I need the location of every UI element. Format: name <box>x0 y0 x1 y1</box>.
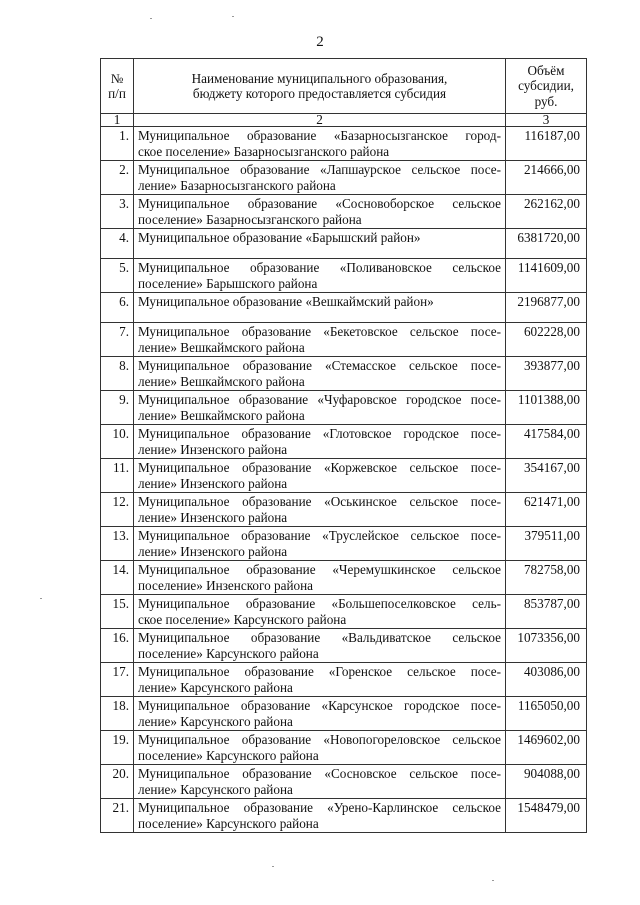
row-number: 14. <box>101 561 134 595</box>
scan-speck <box>40 598 42 599</box>
row-number: 17. <box>101 663 134 697</box>
municipality-name-line-2: ление» Базарносызганского района <box>138 177 336 193</box>
row-number: 8. <box>101 357 134 391</box>
table-header-row <box>101 59 587 114</box>
municipality-name-line-1: Муниципальное образование «Барышский район» <box>138 230 421 245</box>
municipality-name-line-1: Муниципальное образование «Оськинское сельское посе- <box>138 494 501 509</box>
table-row <box>101 629 587 663</box>
municipality-name-line-2: ление» Карсунского района <box>138 781 293 797</box>
row-number: 4. <box>101 229 134 259</box>
row-number: 6. <box>101 293 134 323</box>
municipality-name-line-2: ление» Карсунского района <box>138 713 293 729</box>
row-number: 2. <box>101 161 134 195</box>
subsidy-amount: 354167,00 <box>506 459 587 493</box>
municipality-name <box>134 697 506 731</box>
scan-speck <box>492 880 494 881</box>
municipality-name-line-1: Муниципальное образование «Глотовское городское посе- <box>138 426 501 441</box>
municipality-name-line-2: поселение» Карсунского района <box>138 747 319 763</box>
row-number: 16. <box>101 629 134 663</box>
municipality-name <box>134 765 506 799</box>
table-row <box>101 765 587 799</box>
municipality-name-line-2: ление» Вешкаймского района <box>138 407 305 423</box>
row-number: 9. <box>101 391 134 425</box>
municipality-name-line-1: Муниципальное образование «Стемасское сельское посе- <box>138 358 501 373</box>
row-number: 13. <box>101 527 134 561</box>
municipality-name-line-1: Муниципальное образование «Поливановское сельское <box>138 260 501 275</box>
municipality-name-line-2: поселение» Карсунского района <box>138 645 319 661</box>
row-number: 19. <box>101 731 134 765</box>
municipality-name-line-1: Муниципальное образование «Вальдиватское сельское <box>138 630 501 645</box>
table-row <box>101 323 587 357</box>
municipality-name <box>134 595 506 629</box>
subsidy-amount: 782758,00 <box>506 561 587 595</box>
municipality-name-line-1: Муниципальное образование «Коржевское сельское посе- <box>138 460 501 475</box>
municipality-name-line-1: Муниципальное образование «Базарносызганское город- <box>138 128 501 143</box>
municipality-name-line-1: Муниципальное образование «Новопогореловское сельское <box>138 732 501 747</box>
subsidy-table <box>100 58 587 833</box>
scan-speck <box>232 16 234 17</box>
municipality-name <box>134 425 506 459</box>
page-number: 2 <box>316 34 324 50</box>
subsidy-amount: 1101388,00 <box>506 391 587 425</box>
subsidy-amount: 1073356,00 <box>506 629 587 663</box>
subsidy-amount: 214666,00 <box>506 161 587 195</box>
municipality-name-line-2: ление» Инзенского района <box>138 441 288 457</box>
subsidy-amount: 1548479,00 <box>506 799 587 833</box>
table-row <box>101 663 587 697</box>
municipality-name-line-2: ление» Инзенского района <box>138 509 288 525</box>
table-row <box>101 391 587 425</box>
table-row <box>101 195 587 229</box>
column-index-1: 1 <box>101 114 134 127</box>
column-index-row <box>101 114 587 127</box>
subsidy-amount: 621471,00 <box>506 493 587 527</box>
table-row <box>101 259 587 293</box>
subsidy-amount: 2196877,00 <box>506 293 587 323</box>
header-municipality: Наименование муниципального образования, бюджету которого предоставляется субсидия <box>134 59 506 114</box>
municipality-name <box>134 493 506 527</box>
municipality-name-line-1: Муниципальное образование «Урено-Карлинское сельское <box>138 800 501 815</box>
municipality-name-line-2: поселение» Барышского района <box>138 275 318 291</box>
municipality-name-line-2: ское поселение» Карсунского района <box>138 611 347 627</box>
subsidy-amount: 379511,00 <box>506 527 587 561</box>
municipality-name <box>134 323 506 357</box>
municipality-name-line-1: Муниципальное образование «Черемушкинское сельское <box>138 562 501 577</box>
municipality-name-line-2: ление» Инзенского района <box>138 543 288 559</box>
table-row <box>101 697 587 731</box>
row-number: 21. <box>101 799 134 833</box>
municipality-name-line-2: поселение» Карсунского района <box>138 815 319 831</box>
municipality-name-line-1: Муниципальное образование «Чуфаровское городское посе- <box>138 392 501 407</box>
table-row <box>101 527 587 561</box>
municipality-name-line-1: Муниципальное образование «Труслейское сельское посе- <box>138 528 501 543</box>
row-number: 3. <box>101 195 134 229</box>
municipality-name-line-2: ление» Вешкаймского района <box>138 373 305 389</box>
municipality-name <box>134 527 506 561</box>
municipality-name <box>134 663 506 697</box>
subsidy-amount: 1141609,00 <box>506 259 587 293</box>
header-number: № п/п <box>101 59 134 114</box>
table-row <box>101 425 587 459</box>
municipality-name-line-1: Муниципальное образование «Сосновоборское сельское <box>138 196 501 211</box>
municipality-name-line-2: ление» Инзенского района <box>138 475 288 491</box>
subsidy-amount: 393877,00 <box>506 357 587 391</box>
row-number: 18. <box>101 697 134 731</box>
table-row <box>101 293 587 323</box>
municipality-name <box>134 629 506 663</box>
table-row <box>101 595 587 629</box>
table-row <box>101 357 587 391</box>
municipality-name-line-2: ление» Вешкаймского района <box>138 339 305 355</box>
municipality-name-line-1: Муниципальное образование «Сосновское сельское посе- <box>138 766 501 781</box>
municipality-name-line-2: поселение» Инзенского района <box>138 577 314 593</box>
municipality-name <box>134 229 506 259</box>
subsidy-amount: 403086,00 <box>506 663 587 697</box>
municipality-name <box>134 195 506 229</box>
scan-speck <box>150 18 152 19</box>
subsidy-amount: 6381720,00 <box>506 229 587 259</box>
row-number: 15. <box>101 595 134 629</box>
subsidy-amount: 1165050,00 <box>506 697 587 731</box>
municipality-name <box>134 259 506 293</box>
municipality-name-line-2: ление» Карсунского района <box>138 679 293 695</box>
municipality-name <box>134 799 506 833</box>
table-row <box>101 229 587 259</box>
subsidy-amount: 262162,00 <box>506 195 587 229</box>
row-number: 10. <box>101 425 134 459</box>
table-row <box>101 731 587 765</box>
header-amount: Объём субсидии, руб. <box>506 59 587 114</box>
table-row <box>101 799 587 833</box>
municipality-name <box>134 293 506 323</box>
municipality-name-line-2: поселение» Базарносызганского района <box>138 211 362 227</box>
municipality-name <box>134 561 506 595</box>
municipality-name-line-1: Муниципальное образование «Бекетовское сельское посе- <box>138 324 501 339</box>
row-number: 7. <box>101 323 134 357</box>
subsidy-amount: 602228,00 <box>506 323 587 357</box>
subsidy-amount: 417584,00 <box>506 425 587 459</box>
column-index-3: 3 <box>506 114 587 127</box>
municipality-name-line-1: Муниципальное образование «Горенское сельское посе- <box>138 664 501 679</box>
municipality-name-line-2: ское поселение» Базарносызганского района <box>138 143 390 159</box>
table-row <box>101 161 587 195</box>
municipality-name-line-1: Муниципальное образование «Большепоселковское сель- <box>138 596 501 611</box>
municipality-name <box>134 161 506 195</box>
row-number: 5. <box>101 259 134 293</box>
municipality-name <box>134 459 506 493</box>
table-row <box>101 493 587 527</box>
row-number: 12. <box>101 493 134 527</box>
subsidy-amount: 1469602,00 <box>506 731 587 765</box>
subsidy-amount: 904088,00 <box>506 765 587 799</box>
municipality-name <box>134 391 506 425</box>
table-row <box>101 459 587 493</box>
row-number: 11. <box>101 459 134 493</box>
column-index-2: 2 <box>134 114 506 127</box>
municipality-name <box>134 127 506 161</box>
table-row <box>101 561 587 595</box>
scan-speck <box>272 866 274 867</box>
subsidy-amount: 853787,00 <box>506 595 587 629</box>
table-row <box>101 127 587 161</box>
row-number: 1. <box>101 127 134 161</box>
municipality-name <box>134 731 506 765</box>
municipality-name-line-1: Муниципальное образование «Лапшаурское сельское посе- <box>138 162 501 177</box>
row-number: 20. <box>101 765 134 799</box>
subsidy-amount: 116187,00 <box>506 127 587 161</box>
municipality-name-line-1: Муниципальное образование «Вешкаймский район» <box>138 294 434 309</box>
municipality-name <box>134 357 506 391</box>
municipality-name-line-1: Муниципальное образование «Карсунское городское посе- <box>138 698 501 713</box>
